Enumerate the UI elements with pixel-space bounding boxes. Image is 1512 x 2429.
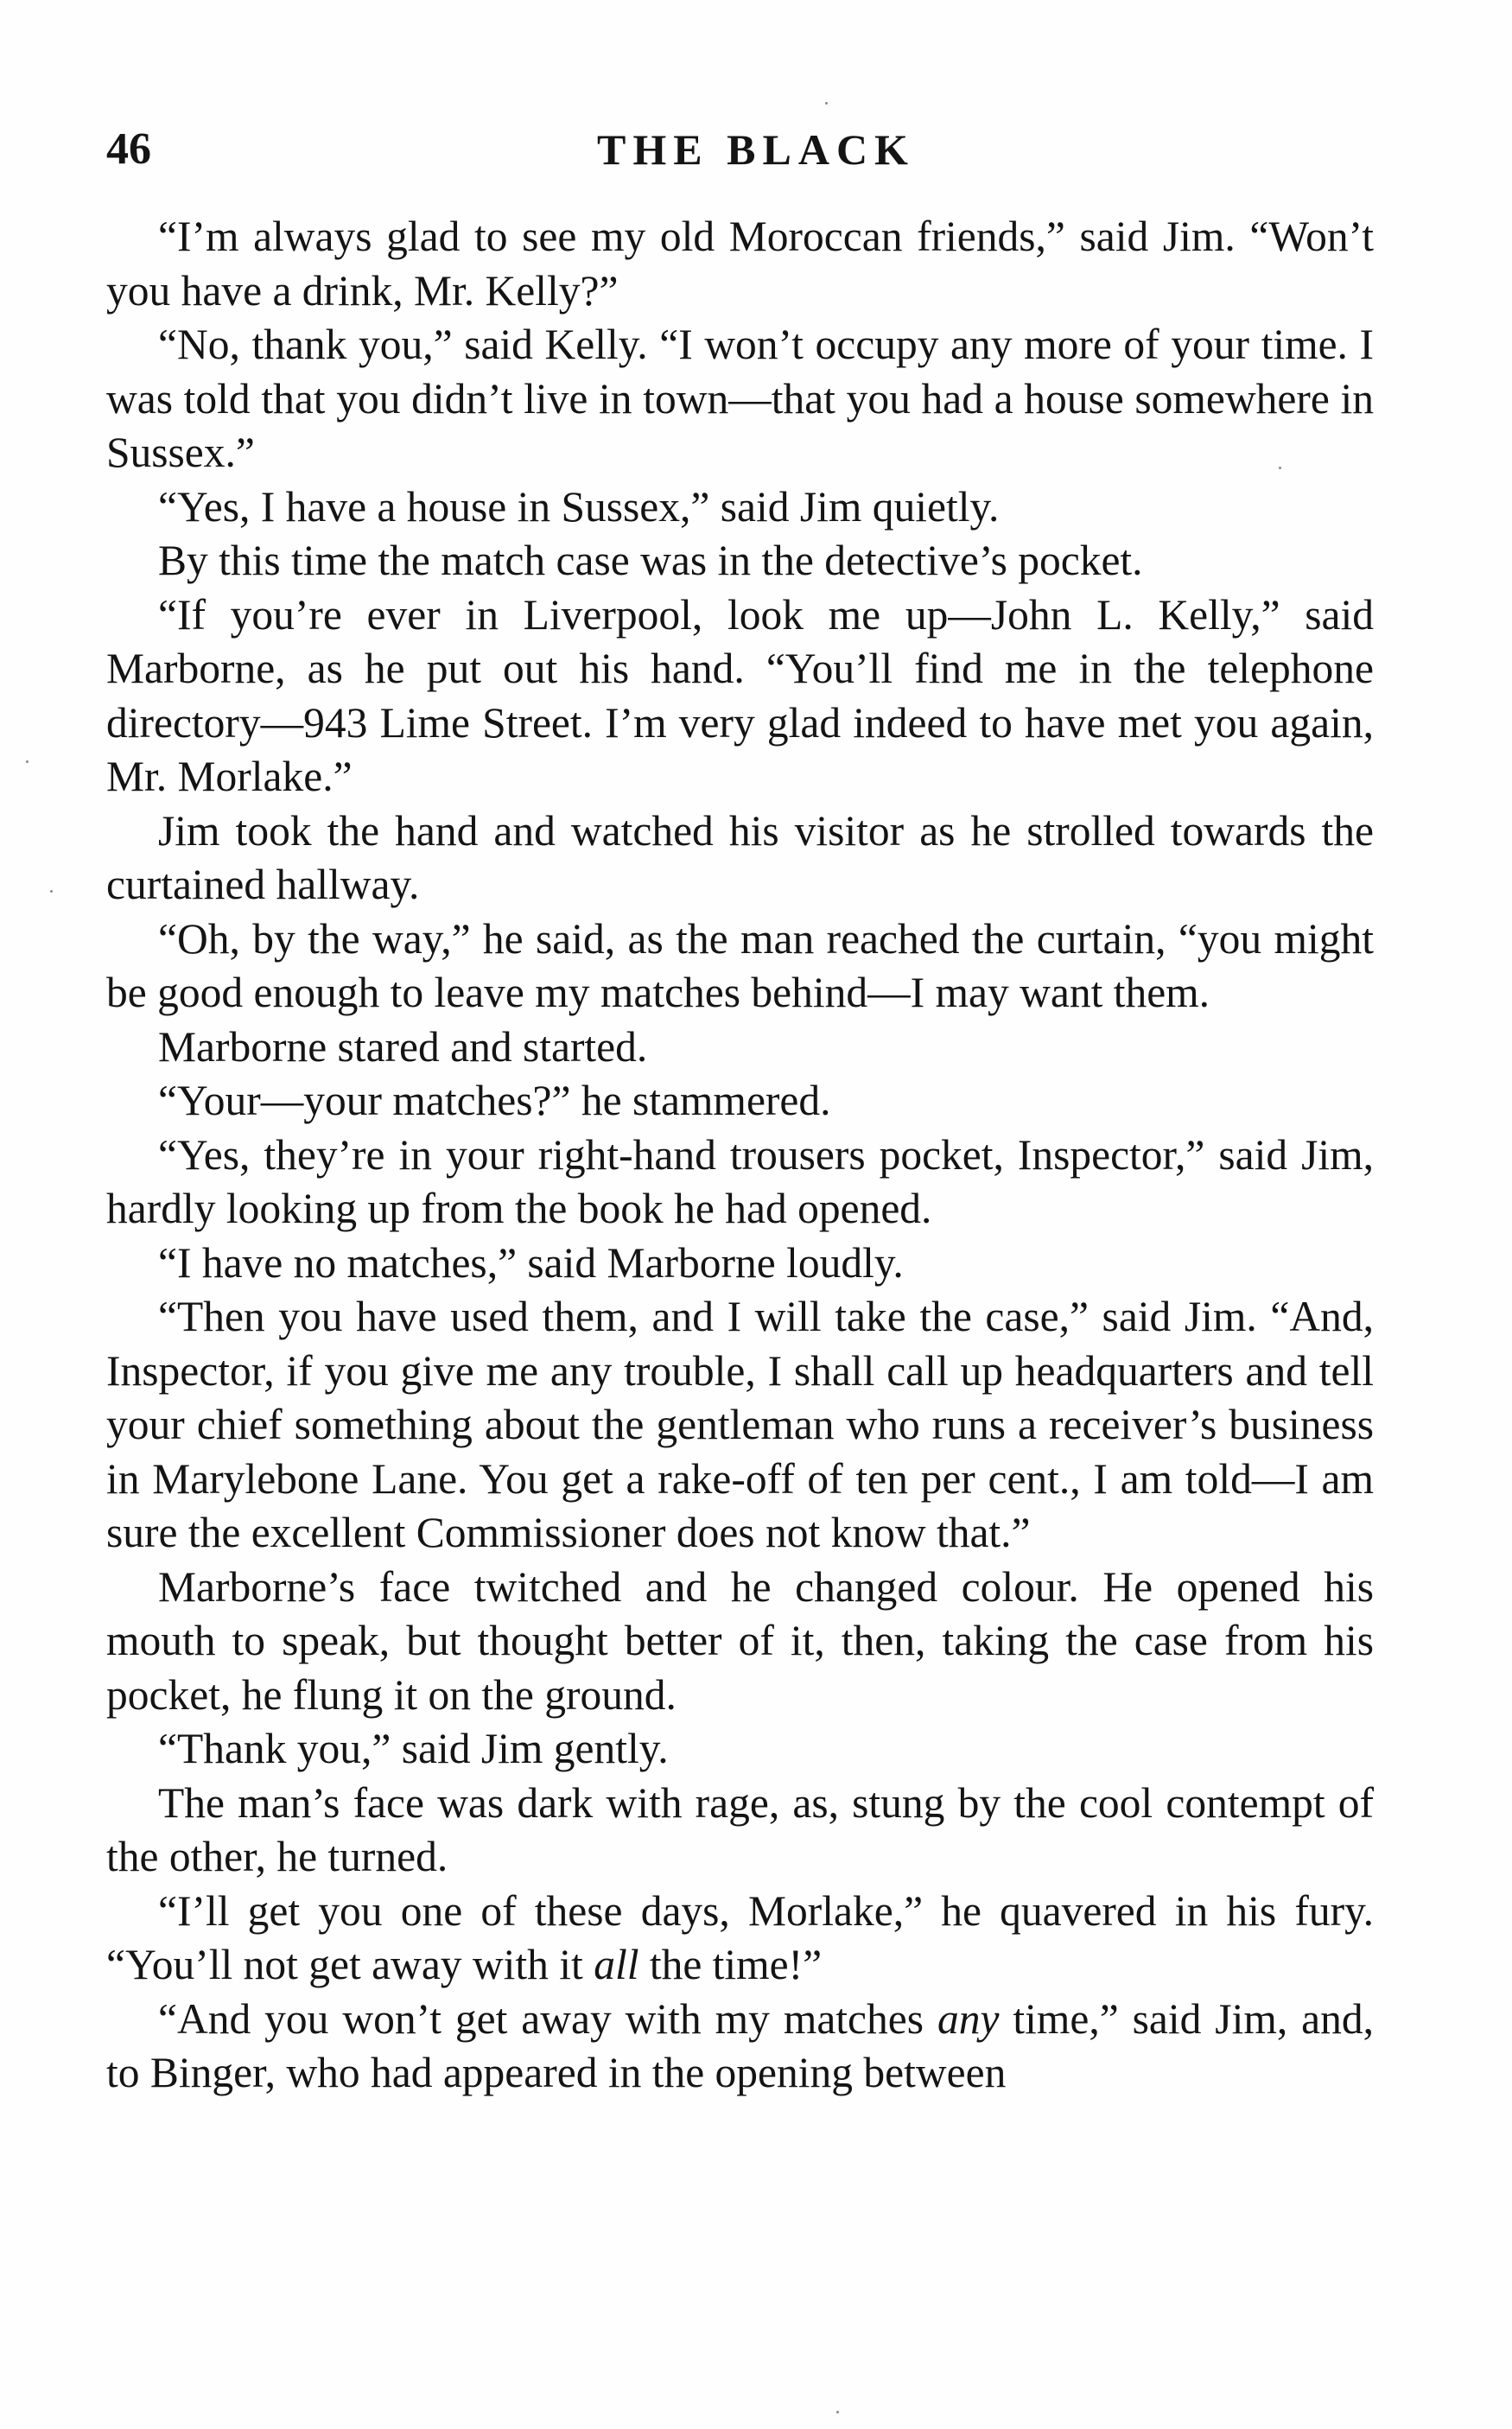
paragraph: Marborne stared and started. [158, 1022, 648, 1071]
paragraph: Jim took the hand and watched his visitor as he strolled towards the curtained hallway. [106, 806, 1374, 908]
paragraph: “Thank you,” said Jim gently. [158, 1725, 669, 1772]
paragraph: “I’m always glad to see my old Moroccan friends,” said Jim. “Won’t you have a drink, Mr. Kelly?” [106, 213, 1374, 315]
print-speck [1279, 467, 1281, 469]
print-speck [26, 760, 29, 763]
paragraph: “Yes, they’re in your right-hand trousers pocket, Inspector,” said Jim, hardly looking up from the book he had opened. [106, 1130, 1374, 1232]
paragraph: By this time the match case was in the detective’s pocket. [158, 537, 1143, 584]
paragraph: “Yes, I have a house in Sussex,” said Jim quietly. [158, 482, 1000, 531]
paragraph: “Your—your matches?” he stammered. [158, 1077, 831, 1124]
page-header [0, 119, 1512, 180]
body-text [106, 210, 1374, 2101]
print-speck [825, 102, 828, 105]
paragraph: Marborne’s face twitched and he changed colour. He opened his mouth to speak, but thought better of it, then, taking the case from his pocket, he flung it on the ground. [106, 1562, 1374, 1719]
emphasis-text: all [594, 1941, 639, 1988]
paragraph: “I have no matches,” said Marborne loudly. [158, 1238, 904, 1287]
paragraph: “Oh, by the way,” he said, as the man reached the curtain, “you might be good enough to leave my matches behind—I may want them. [106, 914, 1374, 1016]
print-speck [836, 2411, 839, 2413]
paragraph: “Then you have used them, and I will take the case,” said Jim. “And, Inspector, if you give me any trouble, I shall call up headquarters and tell your chief something about the gentleman who runs a receiver’s business in Marylebone Lane. You get a rake-off of ten per cent., I am told—I am sure the excellent Commissioner does not know that.” [106, 1293, 1374, 1556]
paragraph [106, 1993, 1374, 2101]
paragraph [106, 1885, 1374, 1993]
print-speck [50, 890, 53, 893]
emphasis-text: any [937, 1994, 1000, 2043]
paragraph: The man’s face was dark with rage, as, stung by the cool contempt of the other, he turned. [106, 1778, 1374, 1880]
paragraph-text: the time!” [638, 1941, 823, 1988]
running-title: THE BLACK [597, 125, 915, 174]
paragraph-text: “And you won’t get away with my matches [158, 1994, 937, 2043]
page-number: 46 [106, 124, 151, 174]
paragraph: “If you’re ever in Liverpool, look me up—John L. Kelly,” said Marborne, as he put out his hand. “You’ll find me in the telephone directory—943 Lime Street. I’m very glad indeed to have met you again, Mr. Morlake.” [106, 590, 1374, 800]
paragraph-text: time,” said Jim, and, to Binger, who had appeared in the opening between [106, 1994, 1374, 2096]
paragraph: “No, thank you,” said Kelly. “I won’t occupy any more of your time. I was told that you didn’t live in town—that you had a house somewhere in Sussex.” [106, 321, 1374, 476]
paragraph-text: “I’ll get you one of these days, Morlake,” he quavered in his fury. “You’ll not get away with it [106, 1886, 1374, 1988]
